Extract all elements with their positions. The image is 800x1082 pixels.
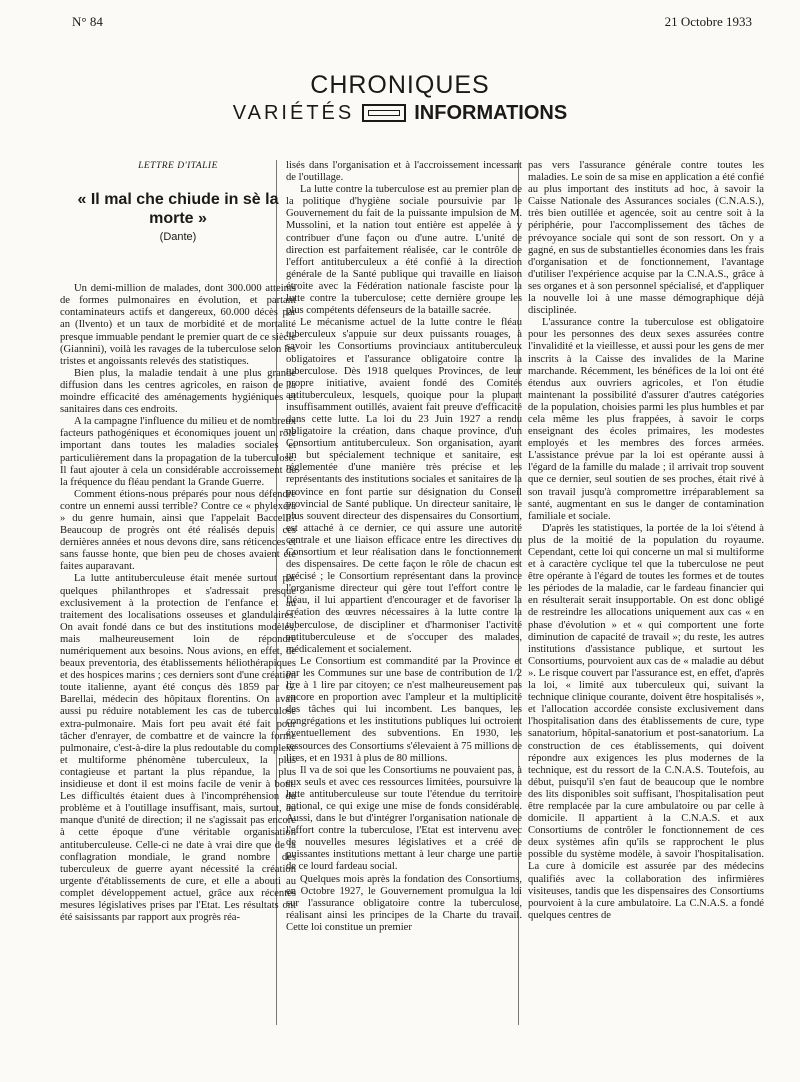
paragraph: Il va de soi que les Consortiums ne pouvaient pas, à eux seuls et avec ces ressources limitées, poursuivre la lutte antituberculeuse sur toute l'étendue du territoire national, ce qui exige une mise de fonds considérable. Aussi, dans le but d'intégrer l'organisation nationale de l'effort contre la tuberculose, l'Etat est intervenu avec de nouvelles mesures législatives et a créé de puissantes institutions mettant à leur charge une partie de ce lourd fardeau social. [286, 764, 522, 873]
issue-number: N° 84 [72, 14, 103, 29]
paragraph: La lutte antituberculeuse était menée surtout par quelques philanthropes et s'adressait presque exclusivement à la protection de l'enfance et au traitement des localisations osseuses et glandulaires. On avait fondé dans ce but des institutions modèles, mais malheureusement loin de répondre numériquement aux besoins. Nous avions, en effet, de beaux preventoria, des établissements héliothérapiques et des hospices marins ; ces derniers sont d'une création toute italienne, ayant été conçus dès 1859 par G. Barellai, médecin des hôpitaux florentins. On avait aussi pu réduire notablement les cas de tuberculose extra-pulmonaire. Mais fort peu avait été fait pour tâcher d'enrayer, de combattre et de vaincre la forme pulmonaire, c'est-à-dire la plus redoutable du complexe et multiforme phénomène tuberculeux, la plus contagieuse et partant la plus répandue, la plus insidieuse et dont il est moins facile de venir à bout. Les difficultés étaient dues à l'incompréhension du problème et à l'outillage insuffisant, mais, surtout, au manque d'unité de direction; il ne s'agissait pas encore à cette époque d'une véritable organisation antituberculeuse. Celle-ci ne date à vrai dire que de la conflagration mondiale, le grand nombre des tuberculeux de guerre ayant nécessité la création urgente d'établissements de cure, et elle a abouti au complet développement actuel, grâce aux récentes mesures législatives prises par l'Etat. Les résultats ont été saisissants par rapport aux progrès réa- [60, 573, 296, 924]
paragraph: lisés dans l'organisation et à l'accroissement incessant de l'outillage. [286, 160, 522, 184]
paragraph: La lutte contre la tuberculose est au premier plan de la politique d'hygiène sociale poursuivie par le Gouvernement du fait de la puissante impulsion de M. Mussolini, et la nation tout entière est appelée à y contribuer d'une façon ou d'une autre. L'unité de direction est parfaitement réalisée, car le contrôle de l'effort antituberculeux a été confié à la direction générale de la Santé publique qui travaille en liaison étroite avec la Fédération nationale fasciste pour la lutte contre la tuberculose; cette dernière groupe les plus compétents défenseurs de la bataille sacrée. [286, 184, 522, 317]
masthead-informations: INFORMATIONS [414, 102, 568, 124]
ornament-icon [362, 104, 406, 122]
paragraph: A la campagne l'influence du milieu et de nombreux facteurs pathogéniques et économiques jouent un rôle important dans toutes les maladies sociales et particulièrement dans la propagation de la tuberculose. Il faut ajouter à cela un considérable accroissement de la fréquence du fléau pendant la Grande Guerre. [60, 416, 296, 488]
paragraph: pas vers l'assurance générale contre toutes les maladies. Le soin de sa mise en application a été confié au plus important des instituts ad hoc, à savoir la Caisse Nationale des Assurances sociales (C.N.A.S.), très bien outillée et agencée, soit au centre soit à la périphérie, pour l'accomplissement des tâches de prévoyance sociale qui sont de son ressort. On y a gagné, en sus de substantielles économies dans les frais d'organisation et de fonctionnement, l'avantage d'utiliser l'expérience acquise par la C.N.A.S., grâce à ses organes et à son personnel spécialisé, et d'appliquer la nouvelle loi à une masse démographique déjà disciplinée. [528, 160, 764, 317]
paragraph: Un demi-million de malades, dont 300.000 atteints de formes pulmonaires en évolution, et partant contaminateurs actifs et dangereux, 60.000 décès par an (Ilvento) et un taux de morbidité et de mortalité presque immuable pendant le premier quart de ce siècle (Giannini), voilà les ravages de la tuberculose selon les tristes et angoissants relevés des statistiques. [60, 283, 296, 367]
masthead-subtitle [0, 100, 800, 126]
masthead-title: CHRONIQUES [310, 71, 490, 99]
article-column-2 [286, 160, 522, 934]
paragraph: Quelques mois après la fondation des Consortiums, en Octobre 1927, le Gouvernement promulgua la loi sur l'assurance obligatoire contre la tuberculose, réalisant ainsi les principes de la Charte du travail. Cette loi constitue un premier [286, 873, 522, 933]
article-label: LETTRE D'ITALIE [138, 161, 218, 171]
paragraph: Bien plus, la maladie tendait à une plus grande diffusion dans les centres agricoles, en raison de la moindre efficacité des aménagements hygiéniques et sanitaires dans ces endroits. [60, 367, 296, 416]
article-title: « Il mal che chiude in sè la morte » [77, 191, 279, 228]
paragraph: D'après les statistiques, la portée de la loi s'étend à plus de la moitié de la population du royaume. Cependant, cette loi qui concerne un mal si multiforme et à caractère cyclique tel que la tuberculose ne peut être opérante à l'égard de toutes les formes et de toutes les périodes de la maladie, car le fardeau financier qui en résulterait serait insupportable. On est donc obligé de restreindre les allocations uniquement aux cas « en phase d'évolution » et « qui comportent une forte diminution de capacité de travail »; du reste, les autres institutions d'assistance publique, et surtout les Consortiums, pourvoient aux cas de « maladie au début ». Le risque couvert par l'assurance est, en effet, d'après la loi, « limité aux tuberculeux qui, suivant la technique clinique courante, doivent être hospitalisés », et l'allocation accordée consiste exclusivement dans l'hospitalisation dans des établissements de cure, type sanatorium, hôpital-sanatorium et post-sanatorium. La construction de ces établissements, qui doivent répondre aux exigences les plus modernes de la technique, est du ressort de la C.N.A.S. Toutefois, au début, puisqu'il s'en faut de beaucoup que le nombre des lits disponibles soit suffisant, l'hospitalisation peut être remplacée par la cure ambulatoire ou par celle à domicile. Il appartient à la C.N.A.S. et aux Consortiums de contrôler le fonctionnement de ces deux systèmes afin qu'ils se rapprochent le plus possible du système modèle, à savoir l'hospitalisation. La cure à domicile est assurée par des médecins qualifiés avec la collaboration des infirmières visiteuses, tandis que les dispensaires des Consortiums pourvoient à la cure ambulatoire. La C.N.A.S. a fondé quelques centres de [528, 522, 764, 921]
masthead [0, 70, 800, 126]
paragraph: Le mécanisme actuel de la lutte contre le fléau tuberculeux s'appuie sur deux puissants rouages, à savoir les Consortiums provinciaux antituberculeux obligatoires et l'assurance obligatoire contre la tuberculose. Dès 1918 quelques Provinces, de leur propre initiative, avaient fondé des Comités antituberculeux, lesquels, quoique pour la plupart insuffisamment outillés, avaient fait preuve d'efficacité dans cette lutte. La loi du 23 Juin 1927 a rendu obligatoire la création, dans chaque province, d'un Consortium antituberculeux. Son organisation, ayant un but spécialement technique et sanitaire, est réglementée d'une manière très précise et les représentants des institutions sociales et sanitaires de la province en font partie sur désignation du Conseil provincial de Santé publique. Un directeur sanitaire, le plus souvent directeur des dispensaires du Consortium, est attaché à ce dernier, ce qui assure une autorité centrale et une liaison efficace entre les directives du Consortium et leur réalisation dans le fonctionnement des dispensaires. De cette façon le rôle de chacun est précisé ; le Consortium représentant dans la province l'organisme directeur qui gère tout l'effort contre le fléau, il lui appartient d'encourager et de favoriser la création des œuvres nécessaires à la lutte contre la tuberculose, de discipliner et d'harmoniser l'activité antituberculeuse et de s'occuper des malades, médicalement et socialement. [286, 317, 522, 655]
article-column-1 [60, 160, 296, 924]
paragraph: Comment étions-nous préparés pour nous défendre contre un ennemi aussi terrible? Contre ce « phylexéra » du genre humain, ainsi que l'appelait Baccelli? Beaucoup de progrès ont été réalisés depuis ces dernières années et nous devons dire, sans réticences et sans fausse honte, que bien peu de choses avaient été faites auparavant. [60, 488, 296, 573]
issue-date: 21 Octobre 1933 [664, 14, 752, 29]
article-attribution: (Dante) [159, 231, 197, 244]
article-column-3 [528, 160, 764, 922]
paragraph: Le Consortium est commandité par la Province et par les Communes sur une base de contribution de 1/2 lire à 1 lire par citoyen; ce n'est malheureusement pas encore en proportion avec l'ampleur et la multiplicité des tâches qui lui incombent. Les banques, les congrégations et les institutions publiques lui octroient éventuellement des subventions. En 1930, les ressources des Consortiums s'élevaient à 75 millions de lires, et en 1931 à plus de 80 millions. [286, 655, 522, 764]
masthead-varietes: VARIÉTÉS [232, 102, 355, 124]
paragraph: L'assurance contre la tuberculose est obligatoire pour les personnes des deux sexes assurées contre l'invalidité et la vieillesse, et aussi pour les gens de mer inscrits à la Caisse des invalides de la Marine marchande. Récemment, les bénéfices de la loi ont été étendus aux ouvriers agricoles, et l'on étudie maintenant la possibilité d'assurer d'autres catégories de la population, choisies parmi les plus humbles et par cela même les plus frappées, à savoir le corps enseignant des écoles primaires, les modestes employés et les membres des forces armées. L'assistance prévue par la loi est opérante aussi à l'égard de la famille du malade ; il arrivait trop souvent que ce dernier, seul soutien de ses proches, était rivé à son travail jusqu'à compromettre irréparablement sa santé, augmentant en sus le danger de contamination familiale et sociale. [528, 317, 764, 522]
